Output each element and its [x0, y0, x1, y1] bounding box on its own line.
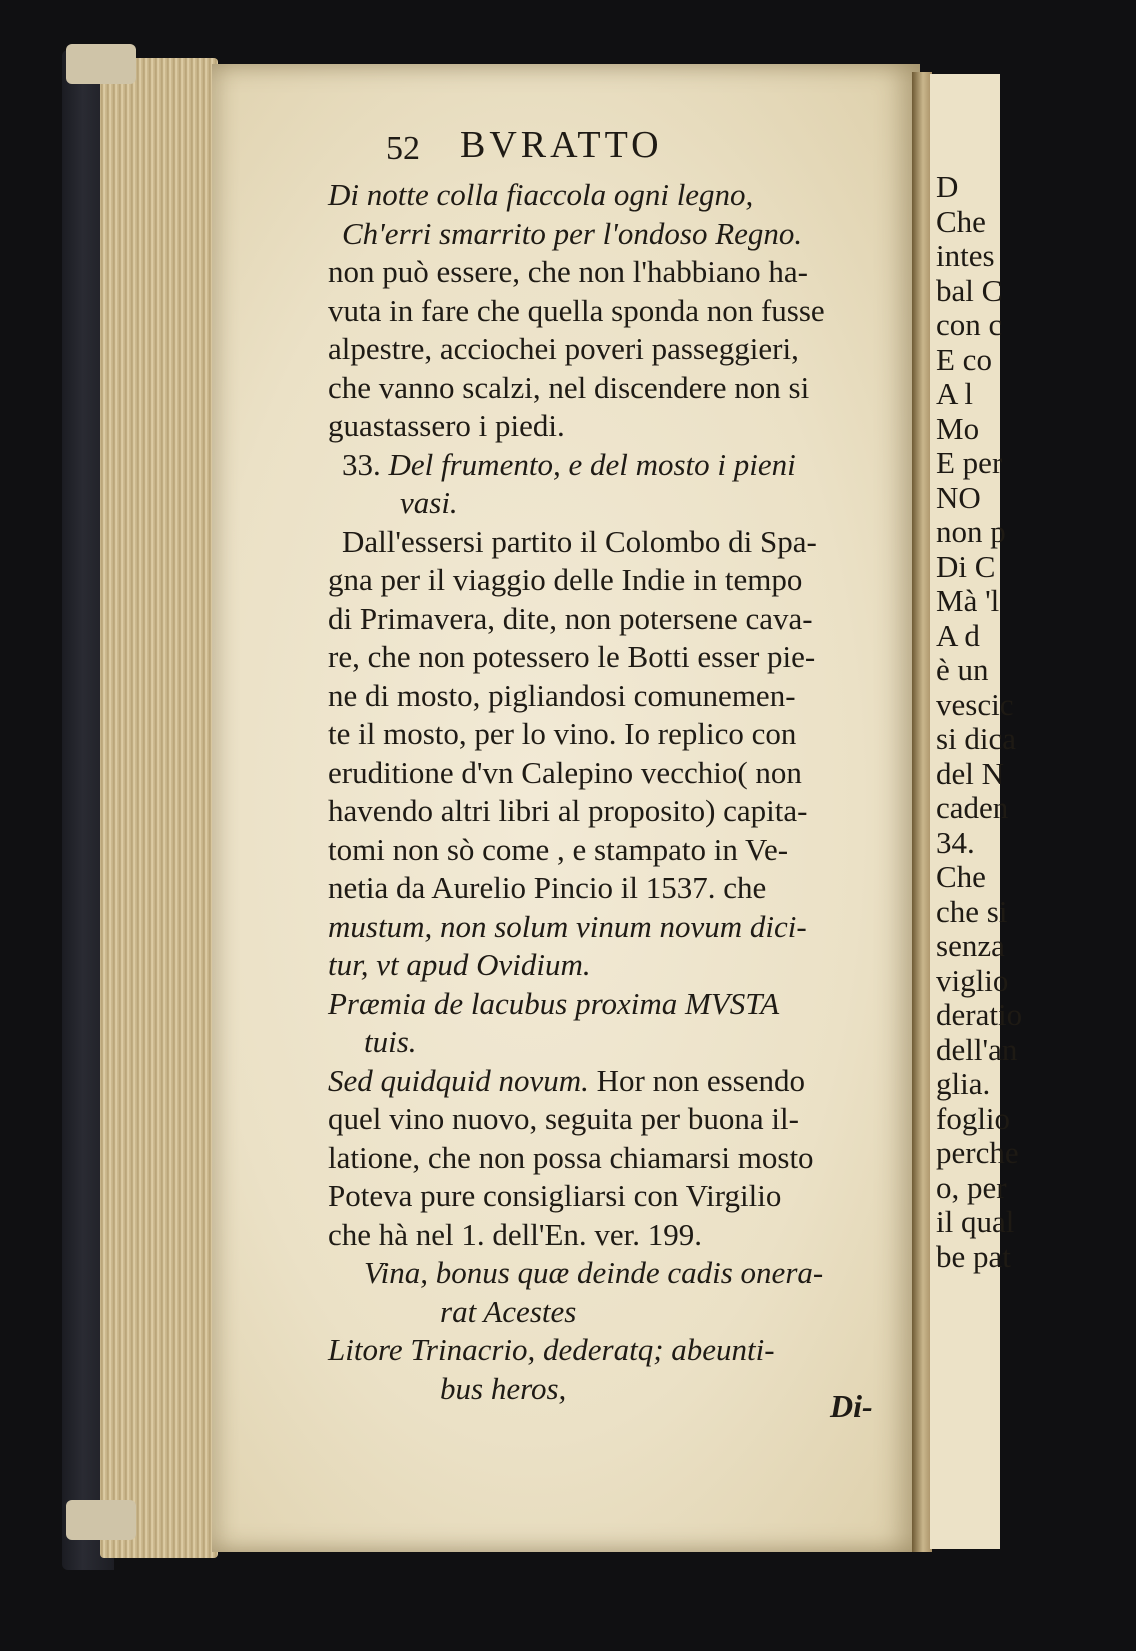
text-line: te il mosto, per lo vino. Io replico con	[328, 716, 797, 751]
facing-line: be pat	[936, 1238, 1011, 1274]
facing-line: D	[936, 169, 959, 204]
facing-line: glia.	[936, 1066, 991, 1101]
facing-line: senza	[936, 928, 1005, 963]
text-line: re, che non potessero le Botti esser pie-	[328, 639, 816, 674]
facing-line: bal C	[936, 272, 1003, 308]
text-line: 33. Del frumento, e del mosto i pieni	[342, 446, 796, 482]
text-line: guastassero i piedi.	[328, 408, 565, 443]
facing-line: intes	[936, 238, 995, 273]
facing-line: perche	[936, 1135, 1019, 1170]
text-line: Sed quidquid novum. Hor non essendo	[328, 1062, 805, 1098]
facing-line: Mà 'l	[936, 583, 1000, 618]
text-line: vasi.	[400, 485, 458, 520]
facing-line: si dica	[936, 721, 1017, 756]
text-line: tuis.	[364, 1024, 417, 1059]
text-line: Præmia de lacubus proxima MVSTA	[328, 985, 780, 1021]
text-line: mustum, non solum vinum novum dici-	[328, 908, 807, 944]
facing-page-text	[936, 170, 1136, 1274]
page-header	[328, 124, 918, 176]
text-line: Litore Trinacrio, dederatq; abeunti-	[328, 1332, 775, 1367]
facing-line: Che	[936, 859, 986, 894]
text-lines	[328, 176, 918, 1408]
page-number: 52	[386, 130, 420, 167]
text-line: rat Acestes	[440, 1293, 577, 1329]
facing-line: viglio	[936, 962, 1009, 998]
page-edges	[100, 58, 218, 1558]
facing-line: A d	[936, 617, 980, 653]
text-line: bus heros,	[440, 1370, 567, 1406]
text-line: Di notte colla fiaccola ogni legno,	[328, 177, 754, 212]
facing-line: foglio	[936, 1100, 1011, 1136]
text-line: alpestre, acciochei poveri passeggieri,	[328, 331, 799, 366]
facing-line: E co	[936, 341, 992, 377]
text-line: tomi non sò come , e stampato in Ve-	[328, 831, 789, 867]
text-line: Poteva pure consigliarsi con Virgilio	[328, 1178, 782, 1213]
text-line: Ch'erri smarrito per l'ondoso Regno.	[342, 215, 803, 251]
facing-line: deratio	[936, 997, 1023, 1032]
catchword: Di-	[830, 1388, 873, 1424]
facing-line: che si	[936, 893, 1008, 929]
text-line: Dall'essersi partito il Colombo di Spa-	[342, 523, 817, 559]
text-line: ne di mosto, pigliandosi comunemen-	[328, 677, 796, 713]
text-line: latione, che non possa chiamarsi mosto	[328, 1139, 814, 1175]
facing-line: o, per	[936, 1169, 1007, 1205]
text-line: che hà nel 1. dell'En. ver. 199.	[328, 1216, 703, 1252]
text-line: che vanno scalzi, nel discendere non si	[328, 369, 810, 405]
text-line: havendo altri libri al proposito) capita-	[328, 793, 808, 828]
text-line: gna per il viaggio delle Indie in tempo	[328, 562, 803, 597]
facing-line: E per	[936, 445, 1003, 480]
facing-line: Che	[936, 203, 986, 239]
facing-line: il qual	[936, 1204, 1015, 1239]
text-line: eruditione d'vn Calepino vecchio( non	[328, 754, 802, 790]
facing-line: NO	[936, 479, 981, 515]
page-text	[328, 124, 918, 1408]
facing-line: caden	[936, 790, 1009, 825]
facing-line: A l	[936, 376, 974, 411]
text-line: quel vino nuovo, seguita per buona il-	[328, 1101, 799, 1136]
running-head: BVRATTO	[460, 124, 663, 166]
facing-line: Di C	[936, 548, 996, 584]
text-line: netia da Aurelio Pincio il 1537. che	[328, 870, 767, 905]
facing-line: non p	[936, 514, 1006, 549]
text-line: non può essere, che non l'habbiano ha-	[328, 254, 808, 289]
binding-corner-top	[66, 44, 136, 84]
text-line: vuta in fare che quella sponda non fusse	[328, 292, 825, 328]
binding-corner-bottom	[66, 1500, 136, 1540]
text-line: Vina, bonus quæ deinde cadis onera-	[364, 1255, 824, 1290]
text-line: di Primavera, dite, non potersene cava-	[328, 600, 813, 636]
facing-line: del N	[936, 755, 1005, 791]
facing-line: vescic	[936, 686, 1014, 722]
text-line: tur, vt apud Ovidium.	[328, 947, 591, 982]
facing-line: dell'an	[936, 1031, 1018, 1067]
facing-line: con c	[936, 307, 1003, 342]
facing-line: è un	[936, 652, 989, 687]
facing-line: Mo	[936, 410, 980, 446]
facing-line: 34.	[936, 824, 975, 860]
